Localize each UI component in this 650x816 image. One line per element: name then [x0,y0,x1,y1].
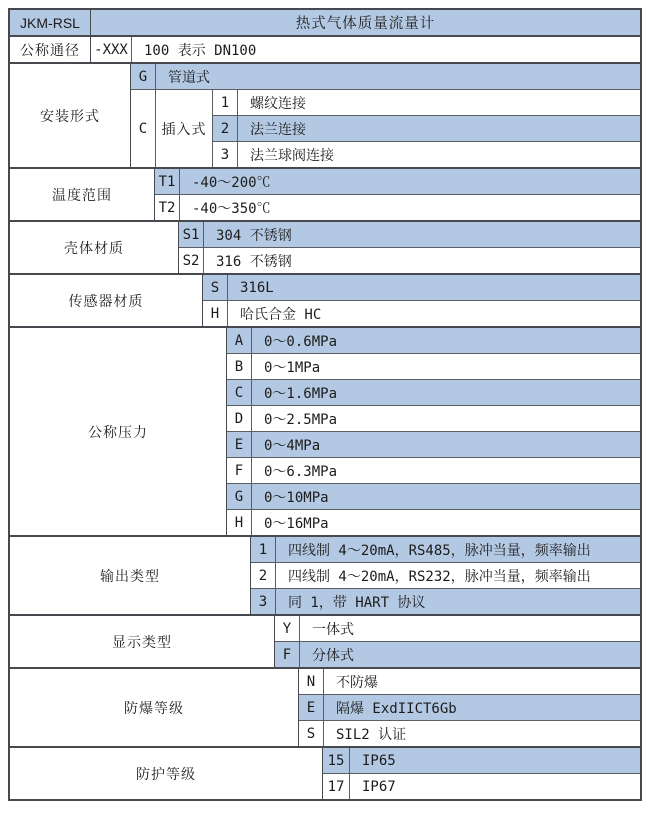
option-row [251,563,640,589]
option-value: IP67 [362,778,396,795]
option-key: E [227,432,252,457]
option-key: 2 [213,116,238,141]
option-key: H [227,510,252,535]
option-key: 3 [251,589,276,614]
option-value: 0～2.5MPa [264,411,338,428]
group-output-type [10,537,640,616]
group-label: 传感器材质 [10,275,203,326]
option-row [227,432,640,458]
group-nominal-diameter [10,37,640,64]
option-key: N [299,669,324,694]
option-key: D [227,406,252,431]
group-protection-grade [10,748,640,799]
option-key: G [227,484,252,509]
group-display-type [10,616,640,669]
option-row [323,748,640,774]
group-label: 显示类型 [10,616,275,667]
option-row [227,484,640,510]
model-selection-table [8,8,642,801]
group-label: 防护等级 [10,748,323,799]
option-row [213,116,640,142]
option-key: F [275,642,300,667]
option-key: F [227,458,252,483]
option-value: 四线制 4～20mA，RS485，脉冲当量，频率输出 [288,542,591,559]
option-value: IP65 [362,752,396,769]
option-row [227,328,640,354]
option-value: 螺纹连接 [250,95,306,112]
group-label: 公称压力 [10,328,227,535]
group-housing-material [10,222,640,275]
option-value: -40～200℃ [192,174,271,191]
option-key: 17 [323,774,350,799]
option-row [275,642,640,667]
option-value: 法兰球阀连接 [250,147,334,164]
option-value: 100 表示 DN100 [144,42,257,59]
group-label: 温度范围 [10,169,155,220]
option-key: 1 [213,90,238,115]
option-value: 四线制 4～20mA，RS232，脉冲当量，频率输出 [288,568,591,585]
group-explosion-proof [10,669,640,748]
option-key: T2 [155,195,180,220]
option-key: C [227,380,252,405]
model-code: JKM-RSL [10,10,91,35]
option-row [275,616,640,642]
option-value: 0～1MPa [264,359,321,376]
group-nominal-pressure [10,328,640,537]
option-key: Y [275,616,300,641]
option-row [299,721,640,746]
option-value: 0～0.6MPa [264,333,338,350]
option-value: 316L [240,279,274,296]
option-key: S2 [179,248,204,273]
option-row [227,510,640,535]
option-value: 法兰连接 [250,121,306,138]
option-row [213,142,640,167]
option-value: -40～350℃ [192,200,271,217]
option-key: A [227,328,252,353]
option-key: -XXX [91,37,132,62]
option-key: S [203,275,228,300]
group-temperature-range [10,169,640,222]
option-row [155,195,640,220]
option-row [155,169,640,195]
option-value: 0～6.3MPa [264,463,338,480]
option-key: 3 [213,142,238,167]
option-value: 隔爆 ExdIICT6Gb [336,700,457,717]
option-key: G [131,64,156,89]
option-value: 哈氏合金 HC [240,306,322,323]
option-row [227,406,640,432]
option-key: S1 [179,222,204,247]
option-row [251,537,640,563]
product-title: 热式气体质量流量计 [295,16,436,32]
option-value: 316 不锈钢 [216,253,292,270]
option-row [227,354,640,380]
option-row [91,37,640,62]
group-installation [10,64,640,169]
option-value: 0～10MPa [264,489,329,506]
option-key: 2 [251,563,276,588]
option-value: 304 不锈钢 [216,227,292,244]
option-key: E [299,695,324,720]
insert-name: 插入式 [156,90,213,167]
group-label: 公称通径 [10,37,91,62]
option-row [299,695,640,721]
option-row [299,669,640,695]
option-value: 0～16MPa [264,515,329,532]
option-key: H [203,301,228,326]
option-key: B [227,354,252,379]
option-value: 一体式 [312,621,354,638]
option-value: 分体式 [312,647,354,664]
option-row [251,589,640,614]
option-row [227,380,640,406]
option-value: 0～4MPa [264,437,321,454]
group-label: 输出类型 [10,537,251,614]
header-title-row [91,10,640,35]
option-key: 15 [323,748,350,773]
option-key: C [131,90,156,167]
option-row [213,90,640,116]
header-row [10,10,640,37]
option-row [203,301,640,326]
group-label: 壳体材质 [10,222,179,273]
option-row [323,774,640,799]
option-value: 同 1，带 HART 协议 [288,594,426,611]
option-row [227,458,640,484]
option-key: S [299,721,324,746]
option-row [203,275,640,301]
option-key: 1 [251,537,276,562]
option-value: SIL2 认证 [336,726,407,743]
group-label: 安装形式 [10,64,131,167]
group-label: 防爆等级 [10,669,299,746]
option-row [131,64,640,90]
option-key: T1 [155,169,180,194]
option-row [179,222,640,248]
option-value: 管道式 [168,69,210,86]
insert-block [131,90,640,167]
option-row [179,248,640,273]
option-value: 不防爆 [336,674,378,691]
option-value: 0～1.6MPa [264,385,338,402]
group-sensor-material [10,275,640,328]
